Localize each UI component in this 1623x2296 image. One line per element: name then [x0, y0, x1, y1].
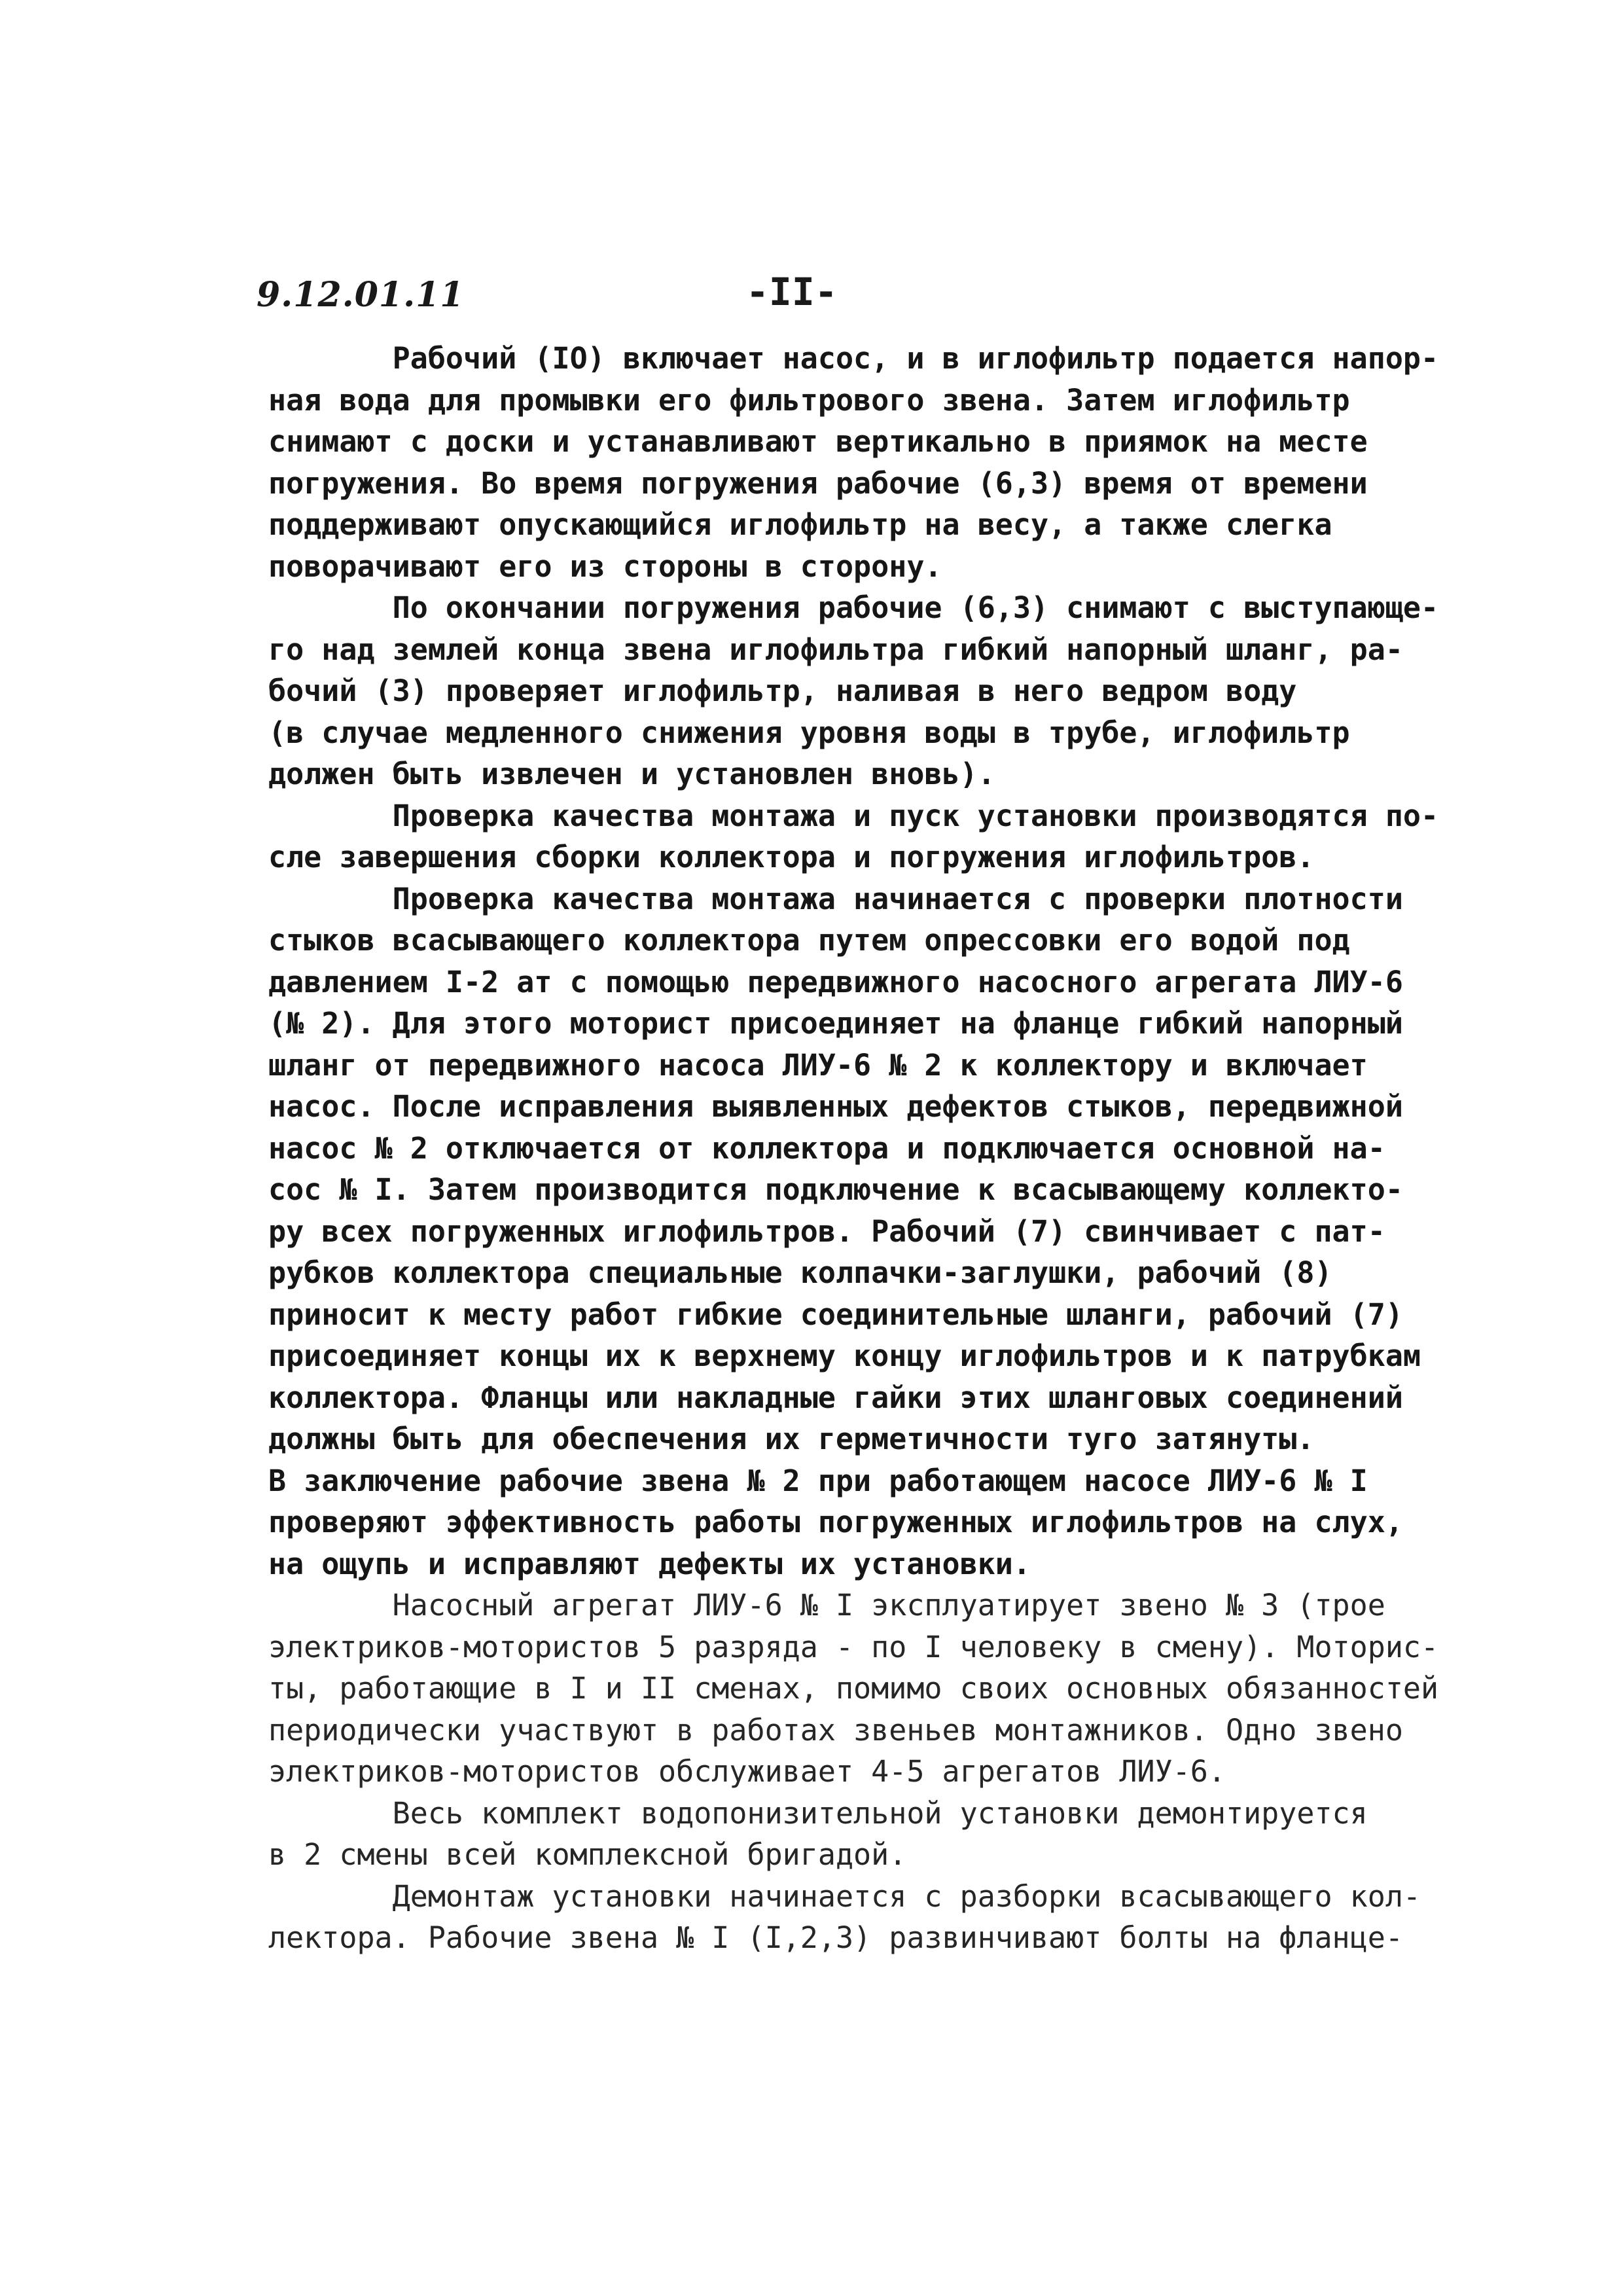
- text-line: присоединяет концы их к верхнему концу иглофильтров и к патрубкам: [268, 1338, 1421, 1373]
- text-line: коллектора. Фланцы или накладные гайки этих шланговых соединений: [268, 1380, 1403, 1415]
- paragraph-5: [268, 1585, 1439, 1793]
- text-line: приносит к месту работ гибкие соединительные шланги, рабочий (7): [268, 1297, 1403, 1332]
- document-code: 9.12.01.11: [257, 275, 465, 315]
- text-line: бочий (3) проверяет иглофильтр, наливая в него ведром воду: [268, 673, 1297, 708]
- text-line: на ощупь и исправляют дефекты их установки.: [268, 1546, 1031, 1581]
- text-line: Демонтаж установки начинается с разборки всасывающего кол-: [268, 1878, 1421, 1914]
- text-line: ты, работающие в I и II сменах, помимо своих основных обязанностей: [268, 1671, 1439, 1706]
- text-line: ру всех погруженных иглофильтров. Рабочий (7) свинчивает с пат-: [268, 1213, 1385, 1249]
- text-line: Проверка качества монтажа и пуск установки производятся по-: [268, 798, 1439, 833]
- text-line: В заключение рабочие звена № 2 при работающем насосе ЛИУ-6 № I: [268, 1463, 1368, 1498]
- paragraph-2: [268, 587, 1439, 795]
- text-line: снимают с доски и устанавливают вертикально в приямок на месте: [268, 424, 1368, 459]
- paragraph-3: [268, 795, 1439, 878]
- text-line: должен быть извлечен и установлен вновь).: [268, 757, 995, 791]
- text-line: Рабочий (IO) включает насос, и в иглофильтр подается напор-: [268, 341, 1439, 376]
- text-line: электриков-мотористов 5 разряда - по I человеку в смену). Моторис-: [268, 1629, 1439, 1664]
- text-line: (№ 2). Для этого моторист присоединяет на фланце гибкий напорный: [268, 1006, 1403, 1041]
- page-number: -II-: [746, 270, 838, 314]
- text-line: сле завершения сборки коллектора и погружения иглофильтров.: [268, 840, 1315, 874]
- text-line: насос. После исправления выявленных дефектов стыков, передвижной: [268, 1089, 1403, 1124]
- text-line: (в случае медленного снижения уровня воды в трубе, иглофильтр: [268, 715, 1350, 750]
- paragraph-4: [268, 878, 1421, 1585]
- text-line: должны быть для обеспечения их герметичности туго затянуты.: [268, 1422, 1315, 1456]
- text-line: насос № 2 отключается от коллектора и подключается основной на-: [268, 1130, 1385, 1166]
- text-line: Насосный агрегат ЛИУ-6 № I эксплуатирует звено № 3 (трое: [268, 1588, 1385, 1623]
- text-line: поворачивают его из стороны в сторону.: [268, 548, 942, 584]
- text-body: [268, 338, 1439, 1959]
- text-line: шланг от передвижного насоса ЛИУ-6 № 2 к коллектору и включает: [268, 1047, 1368, 1083]
- text-line: проверяют эффективность работы погруженных иглофильтров на слух,: [268, 1505, 1403, 1539]
- text-line: ная вода для промывки его фильтрового звена. Затем иглофильтр: [268, 382, 1350, 418]
- text-line: сос № I. Затем производится подключение к всасывающему коллекто-: [268, 1172, 1403, 1207]
- text-line: в 2 смены всей комплексной бригадой.: [268, 1837, 907, 1872]
- text-line: давлением I-2 ат с помощью передвижного насосного агрегата ЛИУ-6: [268, 964, 1403, 999]
- paragraph-6: [268, 1793, 1368, 1876]
- paragraph-7: [268, 1876, 1421, 1959]
- paragraph-1: [268, 338, 1439, 587]
- text-line: По окончании погружения рабочие (6,3) снимают с выступающе-: [268, 590, 1439, 625]
- text-line: Весь комплект водопонизительной установки демонтируется: [268, 1795, 1368, 1831]
- text-line: электриков-мотористов обслуживает 4-5 агрегатов ЛИУ-6.: [268, 1754, 1226, 1789]
- text-line: стыков всасывающего коллектора путем опрессовки его водой под: [268, 923, 1350, 958]
- text-line: лектора. Рабочие звена № I (I,2,3) развинчивают болты на фланце-: [268, 1920, 1403, 1955]
- text-line: поддерживают опускающийся иглофильтр на весу, а также слегка: [268, 507, 1332, 542]
- text-line: периодически участвуют в работах звеньев монтажников. Одно звено: [268, 1712, 1403, 1748]
- text-line: погружения. Во время погружения рабочие (6,3) время от времени: [268, 465, 1368, 501]
- text-line: рубков коллектора специальные колпачки-заглушки, рабочий (8): [268, 1255, 1332, 1290]
- text-line: Проверка качества монтажа начинается с проверки плотности: [268, 881, 1403, 916]
- text-line: го над землей конца звена иглофильтра гибкий напорный шланг, ра-: [268, 632, 1403, 667]
